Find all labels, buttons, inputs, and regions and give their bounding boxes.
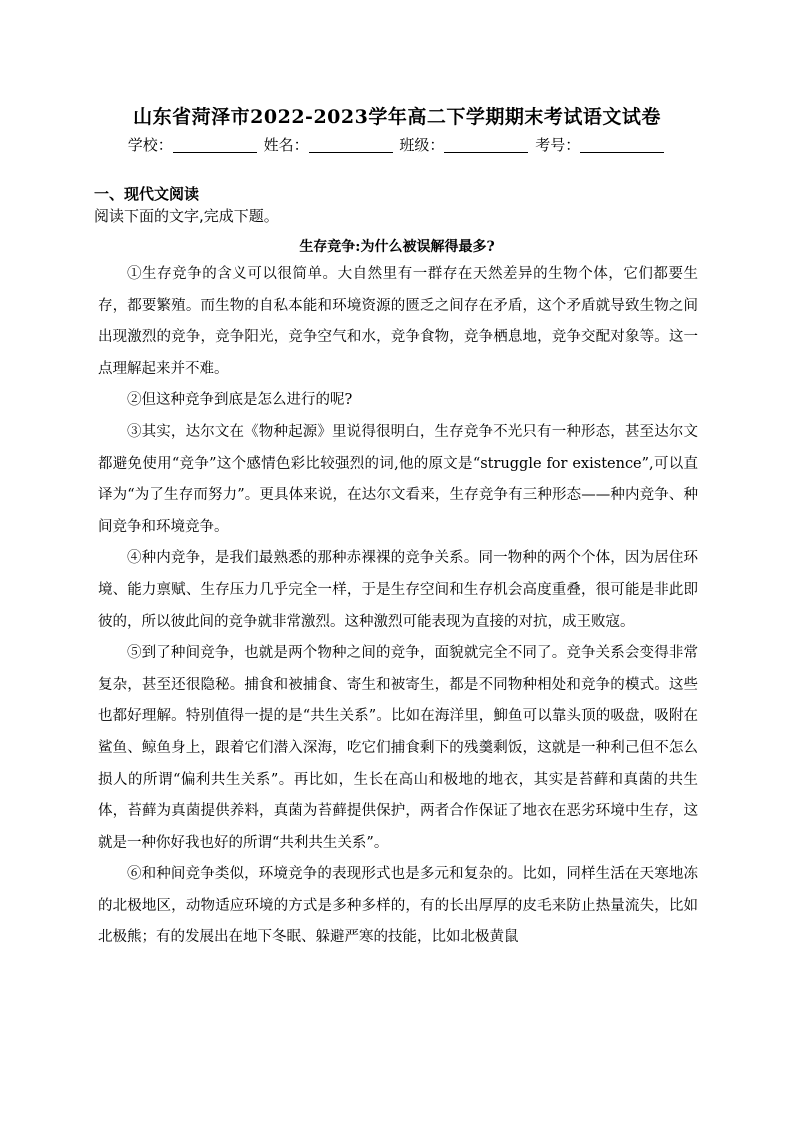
paragraph-3: ③其实，达尔文在《物种起源》里说得很明白，生存竞争不光只有一种形态，甚至达尔文都避免使用“竞争”这个感情色彩比较强烈的词,他的原文是“struggle for existence”,可以直译为“为了生存而努力”。更具体来说，在达尔文看来，生存竞争有三种形态——种内竞争、种间竞争和环境竞争。: [98, 423, 698, 535]
instruction-text: 阅读下面的文字,完成下题。: [94, 207, 279, 225]
paragraph-1: ①生存竞争的含义可以很简单。大自然里有一群存在天然差异的生物个体，它们都要生存，都要繁殖。而生物的自私本能和环境资源的匮乏之间存在矛盾，这个矛盾就导致生物之间出现激烈的竞争，竞争阳光，竞争空气和水，竞争食物，竞争栖息地，竞争交配对象等。这一点理解起来并不难。: [98, 266, 698, 377]
name-blank[interactable]: [309, 136, 393, 153]
paragraph-5: ⑤到了种间竞争，也就是两个物种之间的竞争，面貌就完全不同了。竞争关系会变得非常复杂，甚至还很隐秘。捕食和被捕食、寄生和被寄生，都是不同物种相处和竞争的模式。这些也都好理解。特别值得一提的是“共生关系”。比如在海洋里，鮣鱼可以靠头顶的吸盘，吸附在鲨鱼、鲸鱼身上，跟着它们潜入深海，吃它们捕食剩下的残羹剩饭，这就是一种利己但不怎么损人的所谓“偏利共生关系”。再比如，生长在高山和极地的地衣，其实是苔藓和真菌的共生体，苔藓为真菌提供养料，真菌为苔藓提供保护，两者合作保证了地衣在恶劣环境中生存，这就是一种你好我也好的所谓“共利共生关系”。: [98, 645, 698, 851]
paragraph-4: ④种内竞争，是我们最熟悉的那种赤裸裸的竞争关系。同一物种的两个个体，因为居住环境、能力禀赋、生存压力几乎完全一样，于是生存空间和生存机会高度重叠，很可能是非此即彼的，所以彼此间的竞争就非常激烈。这种激烈可能表现为直接的对抗，成王败寇。: [98, 550, 698, 630]
exam-number-label: 考号：: [535, 136, 581, 154]
section-heading: 一、现代文阅读: [94, 185, 200, 203]
paragraph-6: ⑥和种间竞争类似，环境竞争的表现形式也是多元和复杂的。比如，同样生活在天寒地冻的北极地区，动物适应环境的方式是多种多样的，有的长出厚厚的皮毛来防止热量流失，比如北极熊；有的发展出在地下冬眠、躲避严寒的技能，比如北极黄鼠: [98, 866, 698, 946]
exam-title: 山东省菏泽市2022-2023学年高二下学期期末考试语文试卷: [133, 106, 661, 128]
paragraph-2: ②但这种竞争到底是怎么进行的呢?: [127, 392, 353, 409]
student-info-line: [0, 134, 794, 155]
class-label: 班级：: [399, 136, 445, 154]
exam-number-blank[interactable]: [580, 136, 664, 153]
class-blank[interactable]: [444, 136, 528, 153]
school-blank[interactable]: [173, 136, 257, 153]
article-title: 生存竞争:为什么被误解得最多?: [299, 239, 495, 255]
name-label: 姓名：: [263, 136, 309, 154]
article-body: [98, 259, 698, 954]
school-label: 学校：: [127, 136, 173, 154]
